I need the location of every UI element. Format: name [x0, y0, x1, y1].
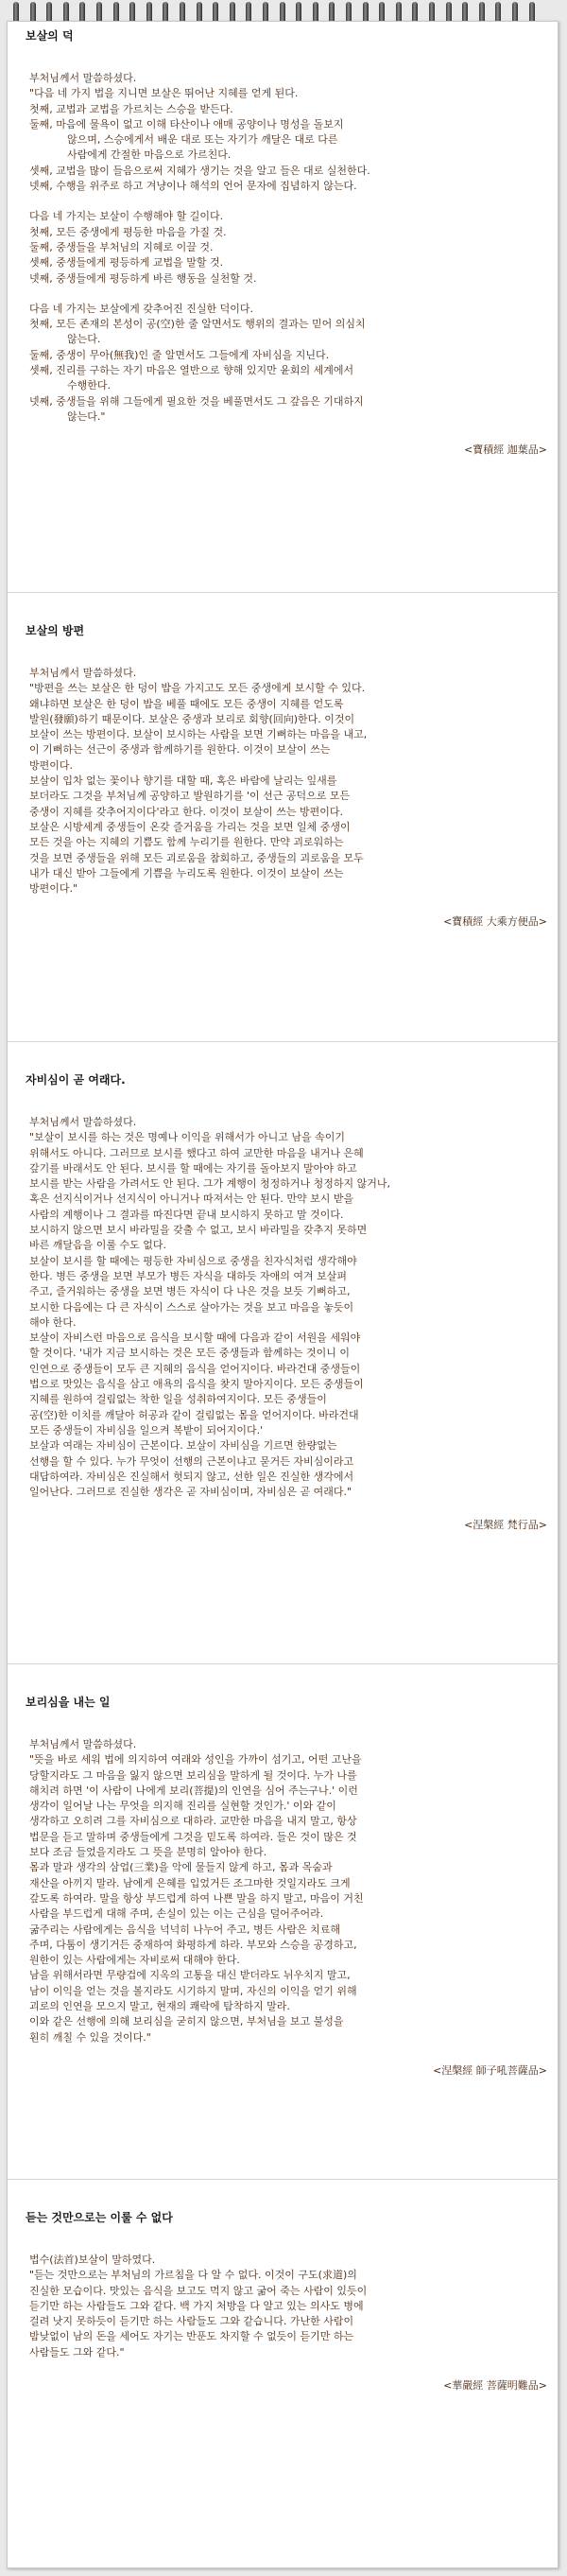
text-line: 한다. 병든 중생을 보면 부모가 병든 자식을 대하듯 자애의 여겨 보살펴 [29, 1269, 347, 1282]
text-line: 이와 같은 선행에 의해 보리심을 굳히지 않으면, 부처님을 보고 불성을 [29, 2015, 344, 2028]
section-title: 자비심이 곧 여래다. [26, 1073, 126, 1087]
text-line: 다음 네 가지는 보살이 수행해야 할 길이다. [29, 210, 224, 223]
text-line: 몸과 말과 생각의 삼업(三業)을 악에 물들지 않게 하고, 몸과 목숨과 [29, 1861, 333, 1874]
source-citation: <涅槃經 師子吼菩薩品> [433, 2063, 547, 2077]
text-line: 넷째, 중생들을 위해 그들에게 필요한 것을 베풀면서도 그 갚음은 기대하지 [29, 394, 364, 408]
source-citation: <涅槃經 梵行品> [464, 1519, 547, 1532]
text-line: 수행한다. [67, 379, 112, 392]
text-line: 둘째, 중생들을 부처님의 지혜로 이끌 것. [29, 240, 214, 253]
text-line: 보살이 입차 없는 꽃이나 향기를 대할 때, 혹은 바람에 날리는 잎새를 [29, 775, 337, 788]
paragraph-gap [18, 194, 553, 209]
source-citation: <華嚴經 菩薩明難品> [443, 2379, 547, 2393]
text-line: "보살이 보시를 하는 것은 명예나 이익을 위해서가 아니고 남을 속이기 [29, 1131, 346, 1144]
text-line: 모든 중생들이 자비심을 일으켜 복밭이 되어지이다.' [29, 1423, 264, 1436]
text-line: 넷째, 중생들에게 평등하게 바른 행동을 실천할 것. [29, 271, 257, 285]
text-line: "다음 네 가지 법을 지니면 보살은 뛰어난 지혜를 얻게 된다. [29, 87, 299, 100]
text-line: 생각하고 오히려 그를 자비심으로 대하라. 교만한 마음을 내지 말고, 항상 [29, 1815, 357, 1828]
text-line: 사람에게 간절한 마음으로 가르친다. [67, 148, 232, 162]
text-line: 보시하지 않으면 보시 바라밀을 갖출 수 없고, 보시 바라밀을 갖추지 못하면 [29, 1224, 368, 1237]
section-title: 듣는 것만으로는 이룰 수 없다 [26, 2211, 173, 2224]
text-line: 부처님께서 말씀하셨다. [29, 72, 137, 84]
article-section [18, 1696, 553, 2078]
text-line: 부처님께서 말씀하셨다. [29, 667, 137, 679]
text-line: 혹은 선지식이거나 선지식이 아니거나 따져서는 안 된다. 만약 보시 받을 [29, 1192, 354, 1206]
text-line: 보다 조금 들었을지라도 그 뜻을 분명히 알아야 한다. [29, 1846, 267, 1859]
text-line: 할 것이다. '내가 지금 보시하는 것은 모든 중생들과 함께하는 것이니 이 [29, 1347, 351, 1360]
source-citation: <寶積經 大乘方便品> [443, 915, 547, 929]
text-line: "뜻을 바로 세워 법에 의지하여 여래와 성인을 가까이 섬기고, 어떤 고난을 [29, 1753, 362, 1767]
paragraph-gap [18, 287, 553, 302]
text-line: 생각이 일어날 나는 무엇을 의지해 진리를 실현할 것인가.' 이와 같이 [29, 1800, 336, 1813]
text-line: 셋째, 진리를 구하는 자기 마음은 열반으로 향해 있지만 윤회의 세계에서 [29, 364, 354, 377]
text-line: 사람을 부드럽게 대해 주며, 손실이 있는 이는 근심을 덜어주어라. [29, 1907, 324, 1921]
text-line: 해치려 하면 '이 사람이 나에게 보리(菩提)의 인연을 심어 주는구나.' 이런 [29, 1784, 358, 1797]
text-line: 첫째, 모든 중생에게 평등한 마음을 가질 것. [29, 225, 227, 238]
text-line: 훤히 깨칠 수 있을 것이다." [29, 2030, 151, 2044]
text-line: 내가 대신 받아 그들에게 기쁨을 누리도록 원한다. 이것이 보살이 쓰는 [29, 866, 344, 879]
text-line: 사람들도 그와 같다." [29, 2345, 125, 2358]
text-line: 않는다." [67, 409, 106, 423]
text-line: 공(空)한 이치를 깨달아 허공과 같이 걸림없는 몸을 얻어지이다. 바라건대 [29, 1408, 359, 1421]
text-line: 걸려 낫지 못하듯이 듣기만 하는 사람들도 그와 같습니다. 가난한 사람이 [29, 2315, 354, 2328]
text-line: 지혜를 원하여 걸림없는 착한 일을 성취하여지이다. 모든 중생들이 [29, 1393, 327, 1406]
section-divider [8, 2179, 559, 2180]
text-line: "듣는 것만으로는 부처님의 가르침을 다 알 수 없다. 이것이 구도(求道)의 [29, 2269, 357, 2282]
text-line: 인연으로 중생들이 모두 큰 지혜의 음식을 얻어지이다. 바라건대 중생들이 [29, 1362, 361, 1375]
text-line: 선행을 할 수 있다. 누가 무엇이 선행의 근본이냐고 묻거든 자비심이라고 [29, 1454, 354, 1468]
text-line: 법문을 듣고 말하며 중생들에게 그것을 믿도록 하여라. 들은 것이 많은 것 [29, 1830, 357, 1843]
text-line: 부처님께서 말씀하셨다. [29, 1738, 137, 1750]
text-line: 둘째, 중생이 무아(無我)인 줄 알면서도 그들에게 자비심을 지닌다. [29, 348, 330, 361]
text-line: 이 기뻐하는 선근이 중생과 함께하기를 원한다. 이것이 보살이 쓰는 [29, 743, 331, 757]
text-line: 듣기만 하는 사람들도 그와 같다. 백 가지 처방을 다 알고 있는 의사도 병에 [29, 2299, 364, 2312]
article-section [18, 2211, 553, 2393]
text-line: 다음 네 가지는 보살에게 갖추어진 진실한 덕이다. [29, 302, 253, 315]
text-line: 첫째, 모든 존재의 본성이 공(空)한 줄 알면서도 행위의 결과는 믿어 의심치 [29, 318, 366, 331]
text-line: 넷째, 수행을 위주로 하고 겨냥이나 해석의 언어 문자에 집념하지 않는다. [29, 180, 357, 193]
text-line: 방편이다. [29, 758, 74, 772]
text-line: 바른 깨달음을 이룰 수도 없다. [29, 1239, 166, 1252]
text-line: 보살이 자비스런 마음으로 음식을 보시할 때에 다음과 같이 서원을 세워야 [29, 1332, 361, 1345]
text-line: 둘째, 마음에 물욕이 없고 이해 타산이나 애매 공양이나 명성을 돌보지 [29, 117, 344, 131]
text-line: 모든 것을 아는 지혜의 기쁨도 함께 누리기를 원한다. 만약 괴로워하는 [29, 836, 344, 849]
text-line: 원한이 있는 사람에게는 자비로써 대해야 한다. [29, 1954, 240, 1967]
text-line: 괴로의 인연을 모으지 말고, 현재의 쾌락에 탐착하지 말라. [29, 2000, 290, 2013]
text-line: 법수(法首)보살이 말하였다. [29, 2254, 156, 2266]
text-line: 첫째, 교법과 교법을 가르치는 스승을 받든다. [29, 102, 233, 115]
text-line: 방편이다." [29, 882, 78, 896]
text-line: 대답하여라. 자비심은 진실해서 헛되지 않고, 선한 일은 진실한 생각에서 [29, 1470, 354, 1483]
text-line: 셋째, 중생들에게 평등하게 교법을 말할 것. [29, 256, 224, 270]
section-divider [8, 1663, 559, 1664]
text-line: 갚도록 하여라. 말을 항상 부드럽게 하여 나쁜 말을 하지 말고, 마음이 거친 [29, 1891, 364, 1905]
text-line: 부처님께서 말씀하셨다. [29, 1116, 137, 1128]
section-divider [8, 592, 559, 593]
text-line: 중생이 지혜를 갖추어지이다'라고 한다. 이것이 보살이 쓰는 방편이다. [29, 805, 344, 818]
text-line: 남을 위해서라면 무량겁에 지옥의 고통을 대신 받더라도 뉘우치지 말고, [29, 1969, 351, 1982]
article-section [18, 1073, 553, 1532]
section-title: 보살의 방편 [26, 624, 85, 637]
text-line: 해야 한다. [29, 1315, 77, 1329]
text-line: 보살과 여래는 자비심이 근본이다. 보살이 자비심을 기르면 한량없는 [29, 1439, 337, 1453]
text-line: 굶주리는 사람에게는 음식을 넉넉히 나누어 주고, 병든 사람은 치료해 [29, 1923, 340, 1936]
text-line: 당할지라도 그 마음을 잃지 않으면 보리심을 말하게 될 것이다. 누가 나를 [29, 1768, 357, 1782]
text-line: 않는다. [67, 333, 101, 346]
section-divider [8, 1041, 559, 1042]
text-line: 발원(發願)하기 때문이다. 보살은 중생과 보리로 회향(回向)한다. 이것이 [29, 712, 355, 725]
text-line: 일어난다. 그러므로 진실한 생각은 곧 자비심이며, 자비심은 곧 여래다." [29, 1486, 352, 1499]
text-line: 보살은 시방세계 중생들이 온갖 즐거움을 가리는 것을 보면 일체 중생이 [29, 820, 351, 833]
text-line: 사람의 계행이나 그 결과를 따진다면 끝내 보시하지 못하고 말 것이다. [29, 1208, 344, 1221]
text-line: 보시한 다음에는 다 큰 자식이 스스로 살아가는 것을 보고 마음을 놓듯이 [29, 1300, 354, 1314]
text-line: 남이 이익을 얻는 것을 볼지라도 시기하지 말며, 자신의 이익을 얻기 위해 [29, 1984, 357, 1997]
section-title: 보살의 덕 [26, 29, 74, 43]
source-citation: <寶積經 迦葉品> [464, 444, 547, 457]
text-line: 주며, 다툼이 생기거든 중재하여 화평하게 하라. 부모와 스승을 공경하고, [29, 1938, 357, 1951]
notebook-page [7, 21, 558, 2568]
text-line: 위해서도 아니다. 그러므로 보시를 했다고 하여 교만한 마음을 내거나 은혜 [29, 1146, 364, 1159]
text-line: 보살이 쓰는 방편이다. 보살이 보시하는 사람을 보면 기뻐하는 마음을 내고, [29, 728, 368, 741]
text-line: 밤낮없이 남의 돈을 세어도 자기는 반푼도 차지할 수 없듯이 듣기만 하는 [29, 2330, 354, 2343]
text-line: 않으며, 스승에게서 배운 대로 또는 자기가 깨달은 대로 다른 [67, 133, 338, 147]
text-line: 왜냐하면 보살은 한 덩이 밥을 베풀 때에도 모든 중생이 지혜를 얻도록 [29, 697, 344, 710]
text-line: "방편을 쓰는 보살은 한 덩이 밥을 가지고도 모든 중생에게 보시할 수 있다. [29, 682, 366, 695]
text-line: 주고, 즐거워하는 중생을 보면 병든 자식이 다 나은 것을 보듯 기뻐하고, [29, 1285, 351, 1298]
section-title: 보리심을 내는 일 [26, 1696, 111, 1709]
text-line: 법으로 맛있는 음식을 삼고 애욕의 음식을 찾지 말아지이다. 모든 중생들이 [29, 1378, 364, 1391]
article-section [18, 29, 553, 457]
text-line: 셋째, 교법을 많이 들음으로써 지혜가 생기는 것을 알고 들은 대로 실천한다. [29, 164, 370, 177]
text-line: 것을 보면 중생들을 위해 모든 괴로움을 참회하고, 중생들의 괴로움을 모두 [29, 851, 364, 864]
text-line: 보살이 보시를 할 때에는 평등한 자비심으로 중생을 친자식처럼 생각해야 [29, 1254, 357, 1267]
text-line: 보더라도 그것을 부처님께 공양하고 발원하기를 '이 선근 공덕으로 모든 [29, 790, 351, 803]
article-section [18, 624, 553, 929]
text-line: 진실한 모습이다. 맛있는 음식을 보고도 먹지 않고 굶어 죽는 사람이 있듯이 [29, 2284, 368, 2297]
text-line: 갚기를 바래서도 안 된다. 보시를 할 때에는 자기를 돌아보지 말아야 하고 [29, 1161, 357, 1175]
text-line: 보시를 받는 사람을 가려서도 안 된다. 그가 계행이 청정하거나 청정하지 않거나, [29, 1177, 390, 1191]
text-line: 재산을 아끼지 말라. 남에게 은혜를 입었거든 조그마한 것일지라도 크게 [29, 1876, 351, 1889]
